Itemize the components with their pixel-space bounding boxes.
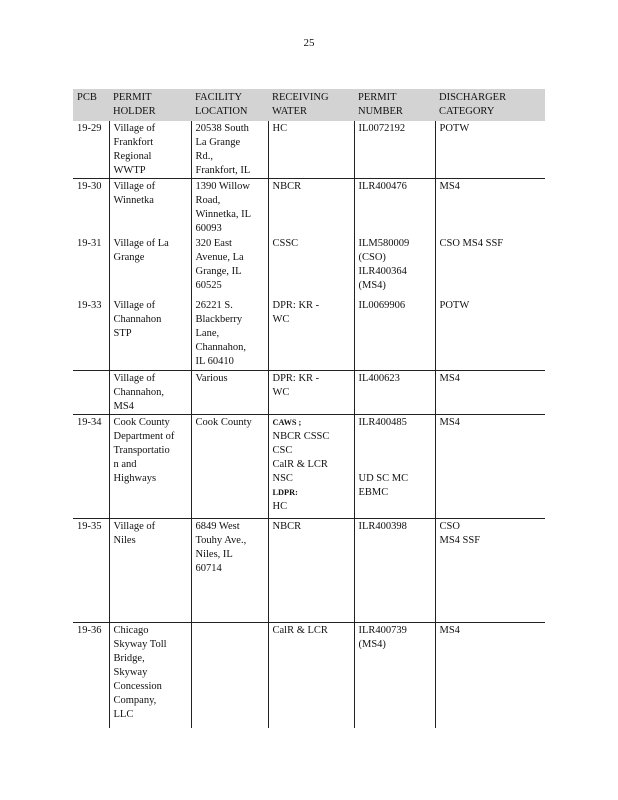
pcb-cell: 19-33 xyxy=(77,300,102,311)
location-cell: 20538 South La Grange Rd., Frankfort, IL xyxy=(191,121,268,179)
location-cell: Cook County xyxy=(191,414,268,518)
category-cell: MS4 xyxy=(435,370,545,414)
location-cell: 1390 Willow Road, Winnetka, IL 60093 xyxy=(191,179,268,237)
holder-cell: Village of Channahon, MS4 xyxy=(109,370,191,414)
permit-table xyxy=(73,89,545,728)
water-cell: DPR: KR - WC xyxy=(268,298,354,370)
pcb-cell: 19-29 xyxy=(77,123,102,134)
category-cell: POTW xyxy=(435,298,545,370)
category-cell: MS4 xyxy=(435,179,545,237)
pcb-cell: 19-35 xyxy=(73,518,109,622)
header-pcb: PCB xyxy=(73,89,109,121)
category-cell: CSO MS4 SSF xyxy=(435,518,545,622)
permit-cell: ILR400485 UD SC MC EBMC xyxy=(354,414,435,518)
header-row xyxy=(73,89,545,121)
holder-cell: Village of Channahon STP xyxy=(109,298,191,370)
permit-cell: ILR400476 xyxy=(354,179,435,237)
pcb-cell: 19-34 xyxy=(73,414,109,518)
permit-cell: IL0069906 xyxy=(354,298,435,370)
header-discharger-category: DISCHARGER CATEGORY xyxy=(435,89,545,121)
pcb-cell xyxy=(73,370,109,414)
permit-cell: ILR400398 xyxy=(354,518,435,622)
water-cell: NBCR xyxy=(268,518,354,622)
table-row xyxy=(73,121,545,179)
location-cell xyxy=(191,622,268,728)
page-number: 25 xyxy=(303,37,315,49)
header-permit-holder: PERMIT HOLDER xyxy=(109,89,191,121)
category-cell: MS4 xyxy=(435,622,545,728)
water-cell: NBCR xyxy=(268,179,354,237)
pcb-cell: 19-30 xyxy=(73,179,109,237)
table-row xyxy=(73,298,545,370)
pcb-cell: 19-36 xyxy=(73,622,109,728)
permit-cell: IL0072192 xyxy=(354,121,435,179)
header-facility-location: FACILITY LOCATION xyxy=(191,89,268,121)
table-row xyxy=(73,622,545,728)
permit-cell: IL400623 xyxy=(354,370,435,414)
table-row xyxy=(73,414,545,518)
holder-cell: Cook County Department of Transportatio n and Highways xyxy=(109,414,191,518)
location-cell: 26221 S. Blackberry Lane, Channahon, IL 60410 xyxy=(191,298,268,370)
water-cell: CSSC xyxy=(268,236,354,298)
table-row xyxy=(73,236,545,298)
water-cell: DPR: KR - WC xyxy=(268,370,354,414)
category-cell: MS4 xyxy=(435,414,545,518)
holder-cell: Village of Winnetka xyxy=(109,179,191,237)
location-cell: 6849 West Touhy Ave., Niles, IL 60714 xyxy=(191,518,268,622)
permit-cell: ILR400739 (MS4) xyxy=(354,622,435,728)
header-permit-number: PERMIT NUMBER xyxy=(354,89,435,121)
category-cell: CSO MS4 SSF xyxy=(435,236,545,298)
category-cell: POTW xyxy=(435,121,545,179)
location-cell: 320 East Avenue, La Grange, IL 60525 xyxy=(191,236,268,298)
location-cell: Various xyxy=(191,370,268,414)
holder-cell: Village of Frankfort Regional WWTP xyxy=(109,121,191,179)
water-cell: HC xyxy=(268,121,354,179)
table-row xyxy=(73,179,545,237)
holder-cell: Chicago Skyway Toll Bridge, Skyway Concession Company, LLC xyxy=(109,622,191,728)
table-row xyxy=(73,370,545,414)
holder-cell: Village of La Grange xyxy=(109,236,191,298)
header-receiving-water: RECEIVING WATER xyxy=(268,89,354,121)
water-cell: CAWS ; NBCR CSSC CSC CalR & LCR NSC LDPR: HC xyxy=(268,414,354,518)
table-row xyxy=(73,518,545,622)
holder-cell: Village of Niles xyxy=(109,518,191,622)
pcb-cell: 19-31 xyxy=(77,238,102,249)
water-cell: CalR & LCR xyxy=(268,622,354,728)
permit-cell: ILM580009 (CSO) ILR400364 (MS4) xyxy=(354,236,435,298)
